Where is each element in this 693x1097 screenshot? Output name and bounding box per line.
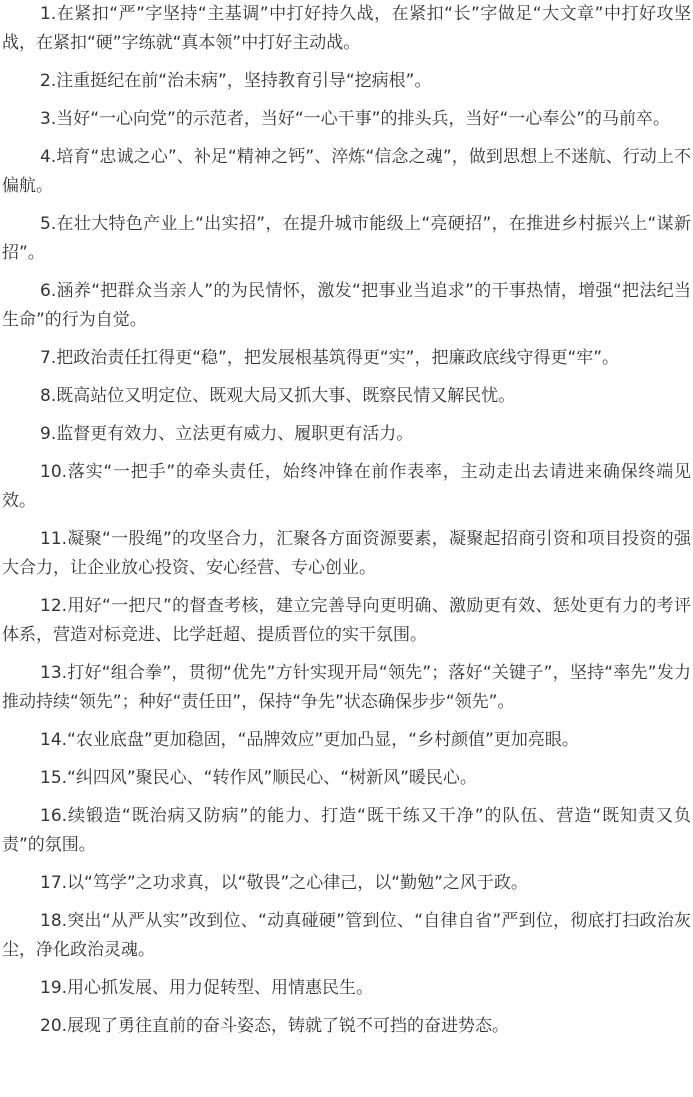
list-item: 20.展现了勇往直前的奋斗姿态，铸就了锐不可挡的奋进势态。 — [40, 1016, 510, 1036]
list-item: 4.培育“忠诚之心”、补足“精神之钙”、淬炼“信念之魂”，做到思想上不迷航、行动上不偏航。 — [2, 147, 691, 196]
list-item: 17.以“笃学”之功求真，以“敬畏”之心律己，以“勤勉”之风于政。 — [40, 873, 528, 893]
list-item: 6.涵养“把群众当亲人”的为民情怀，激发“把事业当追求”的干事热情，增强“把法纪当生命”的行为自觉。 — [2, 281, 691, 330]
paragraph-gap — [2, 965, 691, 974]
paragraph-gap — [2, 717, 691, 726]
paragraph-gap — [2, 201, 691, 210]
list-item: 10.落实“一把手”的牵头责任，始终冲锋在前作表率，主动走出去请进来确保终端见效。 — [2, 462, 691, 511]
list-item: 14.“农业底盘”更加稳固，“品牌效应”更加凸显，“乡村颜值”更加亮眼。 — [40, 730, 579, 750]
list-item: 7.把政治责任扛得更“稳”，把发展根基筑得更“实”，把廉政底线守得更“牢”。 — [40, 348, 620, 368]
list-item: 5.在壮大特色产业上“出实招”，在提升城市能级上“亮硬招”，在推进乡村振兴上“谋新招”。 — [2, 214, 691, 263]
paragraph-gap — [2, 134, 691, 143]
paragraph-gap — [2, 58, 691, 67]
list-item: 18.突出“从严从实”改到位、“动真碰硬”管到位、“自律自省”严到位，彻底打扫政治灰尘，净化政治灵魂。 — [2, 911, 691, 960]
list-item: 16.续锻造“既治病又防病”的能力、打造“既干练又干净”的队伍、营造“既知责又负责”的氛围。 — [2, 806, 691, 855]
list-item: 13.打好“组合拳”，贯彻“优先”方针实现开局“领先”；落好“关键子”，坚持“率先”发力推动持续“领先”；种好“责任田”，保持“争先”状态确保步步“领先”。 — [2, 663, 691, 712]
paragraph-gap — [2, 516, 691, 525]
paragraph-gap — [2, 583, 691, 592]
list-item: 19.用心抓发展、用力促转型、用情惠民生。 — [40, 978, 374, 998]
paragraph-gap — [2, 373, 691, 382]
paragraph-gap — [2, 1003, 691, 1012]
list-item: 8.既高站位又明定位、既观大局又抓大事、既察民情又解民忧。 — [40, 386, 516, 406]
paragraph-gap — [2, 335, 691, 344]
paragraph-gap — [2, 755, 691, 764]
paragraph-gap — [2, 96, 691, 105]
list-item: 2.注重挺纪在前“治未病”，坚持教育引导“挖病根”。 — [40, 71, 432, 91]
list-item: 1.在紧扣“严”字坚持“主基调”中打好持久战，在紧扣“长”字做足“大文章”中打好攻坚战，在紧扣“硬”字练就“真本领”中打好主动战。 — [2, 4, 691, 53]
list-item: 11.凝聚“一股绳”的攻坚合力，汇聚各方面资源要素，凝聚起招商引资和项目投资的强大合力，让企业放心投资、安心经营、专心创业。 — [2, 529, 691, 578]
paragraph-gap — [2, 268, 691, 277]
paragraph-gap — [2, 411, 691, 420]
paragraph-gap — [2, 650, 691, 659]
paragraph-gap — [2, 898, 691, 907]
paragraph-gap — [2, 793, 691, 802]
list-item: 15.“纠四风”聚民心、“转作风”顺民心、“树新风”暖民心。 — [40, 768, 477, 788]
list-item: 3.当好“一心向党”的示范者，当好“一心干事”的排头兵，当好“一心奉公”的马前卒。 — [40, 109, 671, 129]
list-item: 12.用好“一把尺”的督查考核，建立完善导向更明确、激励更有效、惩处更有力的考评体系，营造对标竞进、比学赶超、提质晋位的实干氛围。 — [2, 596, 691, 645]
paragraph-gap — [2, 860, 691, 869]
paragraph-gap — [2, 449, 691, 458]
list-item: 9.监督更有效力、立法更有威力、履职更有活力。 — [40, 424, 414, 444]
